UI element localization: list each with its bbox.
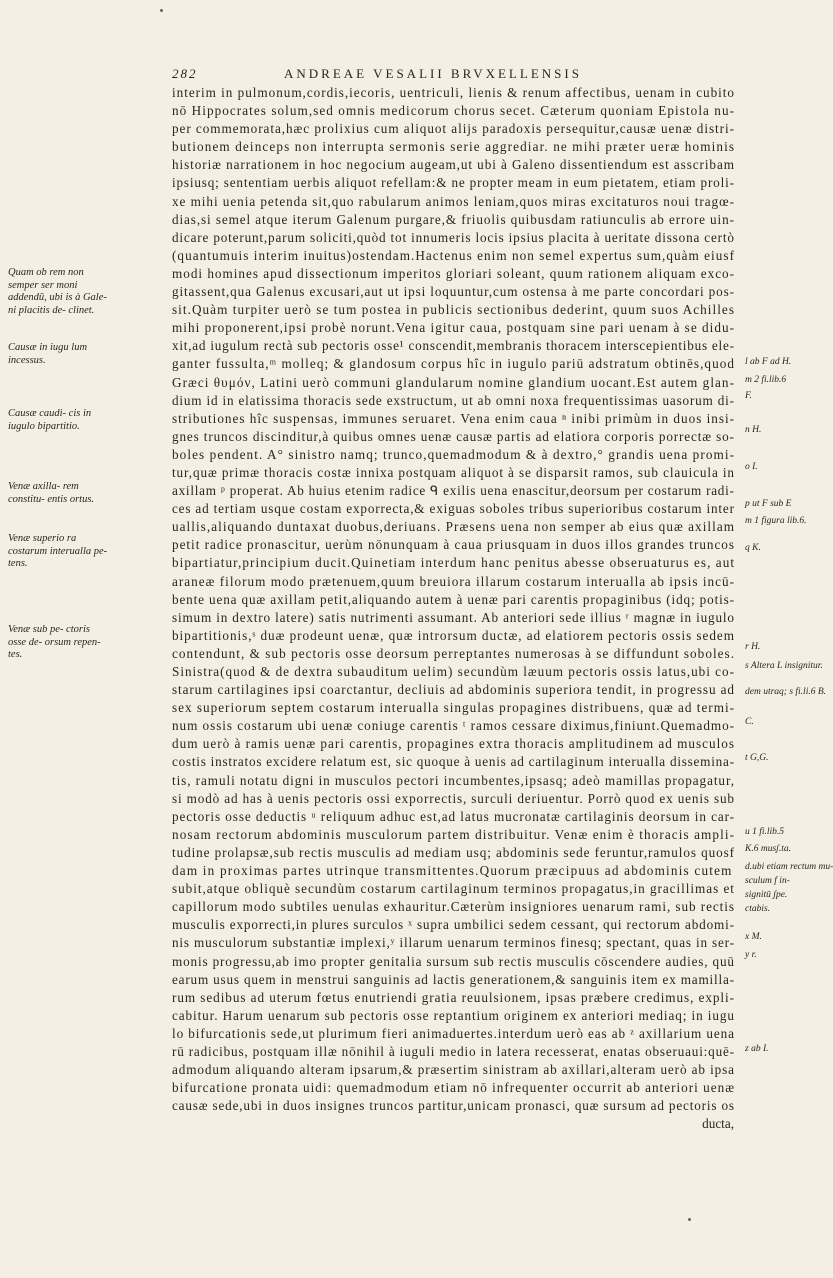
text-line: monis progressu,ab imo propter genitalia sursum sub rectis musculis cōscendere audies, quū — [172, 953, 735, 969]
text-line: cabitur. Harum uenarum sub pectoris osse reptantium originem ex anteriori mediaq; in iugu — [172, 1007, 735, 1023]
text-line: Græci θυμόν, Latini uerò communi glandularum nomine glandium uocant.Est autem glan- — [172, 374, 735, 390]
margin-reference: sculum f in- — [745, 876, 790, 886]
margin-reference: d.ubi etiam rectum mu- — [745, 862, 833, 872]
text-line: lo bifurcationis sede,ut plurimum fieri animaduertes.interdum uerò eas ab ᶻ axillarium uena — [172, 1025, 735, 1041]
text-line: (quantumuis interim inuitus)ostendam.Hactenus enim non semel expertus sum,quàm eiusf — [172, 247, 736, 263]
text-line: Sinistra(quod & de dextra subauditum uelim) secundùm læuum pectoris ossis latus,ubi co- — [172, 664, 735, 679]
text-line: mihi proponerent,ipsi probè norunt.Vena igitur caua, postquam sine pari uenam à se didu- — [172, 320, 735, 336]
paper-speck — [688, 1218, 691, 1221]
margin-reference: ctabis. — [745, 904, 771, 914]
text-line: bipartitionis,ˢ duæ prodeunt uenæ, quæ introrsum ductæ, ad elatiorem pectoris ossis sedem — [172, 627, 735, 643]
margin-reference: dem utraq; s fi.li.6 B. — [745, 687, 827, 697]
margin-reference: F. — [745, 391, 752, 401]
text-line: costis instratos excidere relatum est, sic quoque à uenis ad cartilaginum interualla dissemina- — [172, 754, 735, 770]
margin-reference: m 2 fi.lib.6 — [745, 375, 787, 385]
text-line: modi homines apud dissectionum imperitos gloriari soleant, quum rationem aliquam exco- — [172, 265, 736, 281]
margin-note: Causæ caudi- cis in iugulo bipartitio. — [8, 408, 92, 432]
margin-note: Causæ in iugu lum incessus. — [8, 342, 88, 366]
text-line: gitassent,qua Galenus excusari,aut ut ipsi loquuntur,cum ostensa à me parte concordari pos- — [172, 284, 735, 300]
text-line: pectoris osse deductis ᵘ reliquum adhuc est,ad latus mucronatæ cartilaginis deorsum in car- — [172, 808, 735, 824]
main-text-column — [172, 84, 734, 1133]
text-line: capillorum modo subtiles uenulas exhauritur.Cæterùm insigniores uenarum rami, sub rectis — [172, 899, 735, 915]
text-line: sit.Quàm turpiter uerò se tum postea in publicis sectionibus dederint, quum suos Achilles — [172, 302, 736, 318]
text-line: dicare poterunt,parum soliciti,quòd tot innumeris locis ipsius placita à ueritate dissona certò — [172, 229, 735, 245]
margin-reference: y r. — [745, 950, 757, 960]
text-line: nō Hippocrates solum,sed omnis medicorum chorus secet. Cæterum quoniam Epistola nu- — [172, 103, 736, 119]
margin-reference: signitū ʃpe. — [745, 890, 788, 900]
text-line: bente uena quæ axillam petit,aliquando autem à uenæ pari carentis propaginibus (idq; potis- — [172, 591, 735, 607]
text-line: dam in proximas partes utrinque transmittentes.Quorum præcipuus ad abdominis cutem — [172, 863, 733, 879]
paper-speck — [160, 9, 163, 12]
text-line: si modò ad has à uenis pectoris ossi exporrectis, surculi deriuentur. Porrò quod ex uenis sub — [172, 790, 735, 806]
text-line: dium id in elatissima thoracis sede exstructum, ut ab omni noxa frequentissimas uasorum di- — [172, 392, 735, 408]
text-line: per commemorata,hæc prolixius cum aliquot alijs paradoxis persequitur,causæ uenæ distri- — [172, 121, 735, 137]
text-line: causæ sede,ubi in duos insignes truncos partitur,unicam pronasci, quæ sursum ad pectoris os — [172, 1098, 735, 1114]
text-line: stributiones hîc suspensas, immunes seruaret. Vena enim caua ⁿ inibi primùm in duos insi- — [172, 410, 736, 426]
text-line: axillam ᵖ properat. Ab huius etenim radice ᑫ exilis uena enascitur,deorsum per costarum radi- — [172, 483, 735, 499]
margin-reference: s Altera L insignitur. — [745, 661, 823, 671]
text-line: tur,quæ primæ thoracis costæ innixa postquam aliquot à se disparsit ramos, sub clauicula in — [172, 464, 735, 480]
text-line: contendunt, & sub pectoris osse deorsum perreptantes numerosas à se diffundunt soboles. — [172, 645, 736, 661]
margin-note: Quam ob rem non semper ser moni addendū, ubi is à Gale- ni placitis de- clinet. — [8, 267, 107, 316]
text-line: dias,si semel atque iterum Galenum purgare,& friuolis quibusdam ratiunculis ab errore uin- — [172, 211, 735, 227]
text-line: gnes truncos discinditur,à quibus omnes uenæ causæ partis ad elatiora corporis porrectæ so- — [172, 428, 735, 444]
page-number: 282 — [172, 66, 198, 81]
margin-reference: l ab F ad H. — [745, 357, 792, 367]
text-line: earum usus quem in menstrui sanguinis ad lactis generationem,& sanguinis item ex mamilla- — [172, 971, 735, 987]
text-line: nis musculorum substantiæ implexi,ʸ illarum uenarum terminos finesq; spectant, quas in ser- — [172, 935, 735, 951]
text-line: sex superiorum septem costarum interualla singulas propagines distribuens, quæ ad termi- — [172, 700, 736, 716]
text-line: rum sedibus ad uterum fœtus enutriendi gratia reuulsionem, ipsas præbere credimus, expli- — [172, 989, 735, 1005]
text-line: musculis exporrecti,in plures surculos ˣ supra umbilici sedem cessant, qui rectorum abdomi- — [172, 917, 735, 933]
text-line: simum in dextro latere) satis nutrimenti assumant. Ab anteriori sede illius ʳ magnæ in iugulo — [172, 609, 735, 625]
margin-reference: K.6 musʃ.ta. — [745, 844, 792, 854]
margin-reference: x M. — [745, 932, 762, 942]
text-line: admodum aliquando alteram ipsarum,& præsertim sinistram ab axillari,alteram uerò ab ipsa — [172, 1062, 735, 1078]
text-line: petit radice pronascitur, uerùm nōnunquam à caua priusquam in duos illos grandes truncos — [172, 537, 735, 553]
margin-reference: o I. — [745, 462, 758, 472]
text-line: ces ad tertiam usque costam exporrecta,& exiguas soboles tribus superioribus costarum inter — [172, 501, 735, 517]
text-line: boles pendent. A° sinistro namq; trunco,quemadmodum & à dextro,° grandis uena promi- — [172, 446, 736, 462]
text-line: uallis,aliquando duntaxat duobus,deriuans. Præsens uena non semper ab eius quæ axillam — [172, 519, 736, 535]
margin-reference: C. — [745, 717, 754, 727]
text-line: butionem deinceps non interrupta sermonis serie aggrediar. ne mihi præter ueræ hominis — [172, 139, 736, 155]
margin-note: Venæ sub pe- ctoris osse de- orsum repen- tes. — [8, 624, 101, 660]
text-line: tis, ramuli notatu digni in musculos pectori incumbentes,ipsasq; adeò mamillas propagatur, — [172, 772, 735, 788]
margin-reference: m 1 figura lib.6. — [745, 516, 807, 526]
text-line: dum uerò à ramis uenæ pari carentis, propagines extra thoracis amplitudinem ad musculos — [172, 736, 735, 752]
margin-reference: p ut F sub E — [745, 499, 792, 509]
margin-reference: t G,G. — [745, 753, 769, 763]
margin-reference: r H. — [745, 642, 761, 652]
text-line: bipartiatur,principium ducit.Quinetiam interdum hanc penitus abesse obseruaturus es, aut — [172, 555, 736, 571]
text-line: xit,ad iugulum rectà sub pectoris osse¹ conscendit,membranis thoracem interscepientibus ele- — [172, 338, 735, 354]
margin-reference: u 1 fi.lib.5 — [745, 827, 785, 837]
text-line: interim in pulmonum,cordis,iecoris, uentriculi, lienis & renum affectibus, uenam in cubito — [172, 85, 735, 100]
margin-reference: z ab I. — [745, 1044, 769, 1054]
text-line: tudine prolapsæ,sub rectis musculis ad mediam usq; abdominis sede feruntur,ramulos quosf — [172, 844, 735, 860]
text-line: starum cartilagines ipsi coarctantur, decliuis ad abdominis superiora tendit, in progressu ad — [172, 682, 735, 698]
text-line: ganter fussulta,ᵐ molleq; & glandosum corpus hîc in iugulo pariū adstratum obtinēs,quod — [172, 356, 736, 372]
text-line: bifurcatione pronata uidi: quemadmodum etiam nō infrequenter occurrit ab anteriori uenæ — [172, 1080, 736, 1096]
text-line: num ossis costarum ubi uenæ coniuge carentis ᵗ ramos cessare diximus,finiunt.Quemadmo- — [172, 718, 735, 734]
text-line: subit,atque obliquè secundùm costarum cartilaginum terminos propagatus,in gracillimas et — [172, 881, 735, 897]
text-line: ipsiusq; sententiam uerbis aliquot refellam:& ne propter meam in eum pietatem, etiam proli- — [172, 175, 735, 191]
margin-note: Venæ axilla- rem constitu- entis ortus. — [8, 481, 95, 505]
text-line: xe mihi uenia petenda sit,quo rabularum animos leniam,quos miras excitaturos noui tragœ- — [172, 193, 735, 209]
catchword: ducta, — [702, 1116, 734, 1132]
running-title: ANDREAE VESALII BRVXELLENSIS — [284, 66, 582, 81]
text-line: historiæ narrationem in hoc negocium augeam,ut ubi à Galeno dissentiendum est asscribam — [172, 157, 735, 173]
text-line: nosam rectorum abdominis musculorum partem distribuitur. Venæ enim è thoracis ampli- — [172, 826, 736, 842]
text-line: araneæ filorum modo prætenuem,quum breuiora illarum costarum interualla ab ipsis incū- — [172, 573, 736, 589]
text-line: rū radicibus, postquam illæ nōnihil à iuguli medio in latera recesserat, enatas obseruaui:quē- — [172, 1043, 735, 1059]
margin-reference: n H. — [745, 425, 762, 435]
margin-reference: q K. — [745, 543, 761, 553]
margin-note: Venæ superio ra costarum interualla pe- tens. — [8, 533, 108, 569]
page-header — [172, 66, 772, 84]
